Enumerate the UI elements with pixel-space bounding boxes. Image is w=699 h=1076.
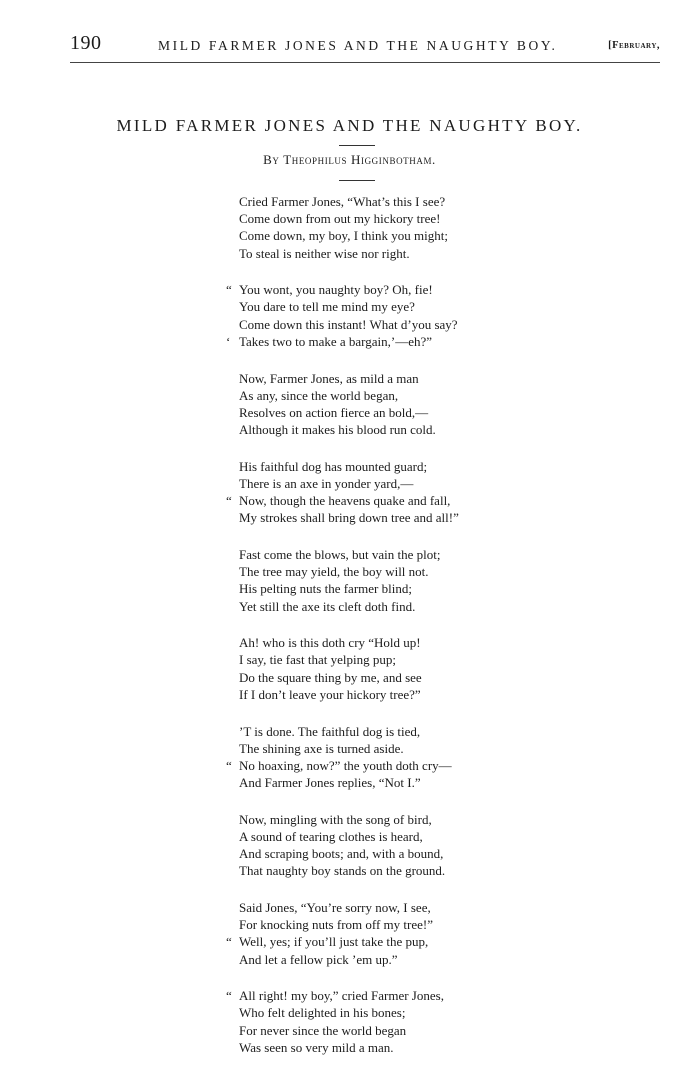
line-text: Who felt delighted in his bones; — [239, 1005, 406, 1021]
stanza — [0, 458, 699, 527]
byline — [0, 152, 699, 168]
poem-line — [0, 862, 699, 879]
byline-divider — [339, 180, 375, 181]
poem-line — [0, 598, 699, 615]
stanza — [0, 546, 699, 615]
byline-author: Theophilus Higginbotham. — [283, 152, 436, 167]
poem-line — [0, 370, 699, 387]
line-text: Yet still the axe its cleft doth find. — [239, 598, 416, 614]
poem-line — [0, 916, 699, 933]
poem-line — [0, 723, 699, 740]
hanging-quote: ‘ — [226, 333, 231, 349]
poem-line — [0, 210, 699, 227]
poem-line — [0, 475, 699, 492]
poem-line — [0, 421, 699, 438]
poem-line — [0, 227, 699, 244]
poem-line — [0, 580, 699, 597]
poem-line — [0, 845, 699, 862]
poem-line — [0, 651, 699, 668]
line-text: Come down, my boy, I think you might; — [239, 228, 448, 244]
stanza — [0, 723, 699, 792]
line-text: And scraping boots; and, with a bound, — [239, 846, 444, 862]
line-text: His pelting nuts the farmer blind; — [239, 581, 412, 597]
poem-line — [0, 987, 699, 1004]
line-text: No hoaxing, now?” the youth doth cry— — [239, 757, 452, 773]
line-text: Fast come the blows, but vain the plot; — [239, 547, 441, 562]
byline-prefix: By — [263, 152, 280, 167]
poem-line — [0, 1022, 699, 1039]
line-text: I say, tie fast that yelping pup; — [239, 652, 396, 668]
page-number: 190 — [70, 32, 102, 54]
running-head — [70, 32, 660, 56]
line-text: Takes two to make a bargain,’—eh?” — [239, 333, 433, 349]
line-text: Resolves on action fierce an bold,— — [239, 404, 429, 420]
stanza — [0, 193, 699, 262]
line-text: Come down from out my hickory tree! — [239, 211, 441, 227]
poem-line — [0, 245, 699, 262]
line-text: And let a fellow pick ’em up.” — [239, 951, 398, 967]
title-divider — [339, 145, 375, 146]
poem-line — [0, 316, 699, 333]
line-text: As any, since the world began, — [239, 387, 399, 403]
line-text: Now, though the heavens quake and fall, — [239, 493, 451, 509]
poem-line — [0, 669, 699, 686]
running-title: MILD FARMER JONES AND THE NAUGHTY BOY. — [158, 38, 558, 53]
stanza — [0, 899, 699, 968]
poem-line — [0, 933, 699, 950]
line-text: And Farmer Jones replies, “Not I.” — [239, 775, 421, 791]
poem-line — [0, 387, 699, 404]
line-text: Said Jones, “You’re sorry now, I see, — [239, 900, 431, 915]
stanza — [0, 987, 699, 1056]
hanging-quote: “ — [226, 757, 232, 773]
poem-line — [0, 281, 699, 298]
line-text: Now, Farmer Jones, as mild a man — [239, 370, 419, 386]
poem-line — [0, 492, 699, 509]
stanza — [0, 370, 699, 439]
poem-line — [0, 1004, 699, 1021]
poem-line — [0, 404, 699, 421]
poem-line — [0, 686, 699, 703]
line-text: That naughty boy stands on the ground. — [239, 863, 446, 879]
hanging-quote: “ — [226, 282, 232, 298]
line-text: You dare to tell me mind my eye? — [239, 299, 415, 315]
hanging-quote: “ — [226, 493, 232, 509]
line-text: To steal is neither wise nor right. — [239, 245, 410, 261]
line-text: The tree may yield, the boy will not. — [239, 564, 429, 580]
line-text: A sound of tearing clothes is heard, — [239, 828, 423, 844]
poem-line — [0, 509, 699, 526]
line-text: Cried Farmer Jones, “What’s this I see? — [239, 194, 446, 209]
poem-body — [0, 193, 699, 1076]
poem-line — [0, 740, 699, 757]
poem-line — [0, 546, 699, 563]
line-text: His faithful dog has mounted guard; — [239, 458, 428, 474]
poem-line — [0, 333, 699, 350]
line-text: For knocking nuts from off my tree!” — [239, 917, 433, 933]
poem-line — [0, 899, 699, 916]
poem-line — [0, 757, 699, 774]
line-text: There is an axe in yonder yard,— — [239, 475, 414, 491]
stanza — [0, 281, 699, 350]
line-text: The shining axe is turned aside. — [239, 740, 404, 756]
stanza — [0, 634, 699, 703]
poem-line — [0, 811, 699, 828]
line-text: ’T is done. The faithful dog is tied, — [239, 723, 421, 739]
poem-line — [0, 1039, 699, 1056]
poem-title: MILD FARMER JONES AND THE NAUGHTY BOY. — [116, 116, 583, 135]
poem-line — [0, 828, 699, 845]
running-month: [February, — [608, 40, 660, 51]
poem-line — [0, 563, 699, 580]
line-text: You wont, you naughty boy? Oh, fie! — [239, 282, 433, 298]
line-text: If I don’t leave your hickory tree?” — [239, 686, 421, 702]
line-text: Come down this instant! What d’you say? — [239, 316, 458, 332]
poem-line — [0, 298, 699, 315]
poem-line — [0, 951, 699, 968]
poem-line — [0, 193, 699, 210]
line-text: Ah! who is this doth cry “Hold up! — [239, 635, 421, 651]
line-text: Do the square thing by me, and see — [239, 669, 422, 685]
line-text: My strokes shall bring down tree and all!” — [239, 510, 459, 526]
hanging-quote: “ — [226, 934, 232, 950]
header-rule — [70, 62, 660, 63]
poem-line — [0, 458, 699, 475]
line-text: For never since the world began — [239, 1022, 407, 1038]
line-text: Although it makes his blood run cold. — [239, 422, 436, 438]
line-text: All right! my boy,” cried Farmer Jones, — [239, 988, 444, 1004]
line-text: Now, mingling with the song of bird, — [239, 811, 432, 827]
hanging-quote: “ — [226, 988, 232, 1004]
stanza — [0, 811, 699, 880]
line-text: Well, yes; if you’ll just take the pup, — [239, 934, 429, 950]
poem-line — [0, 774, 699, 791]
line-text: Was seen so very mild a man. — [239, 1039, 394, 1055]
poem-line — [0, 634, 699, 651]
